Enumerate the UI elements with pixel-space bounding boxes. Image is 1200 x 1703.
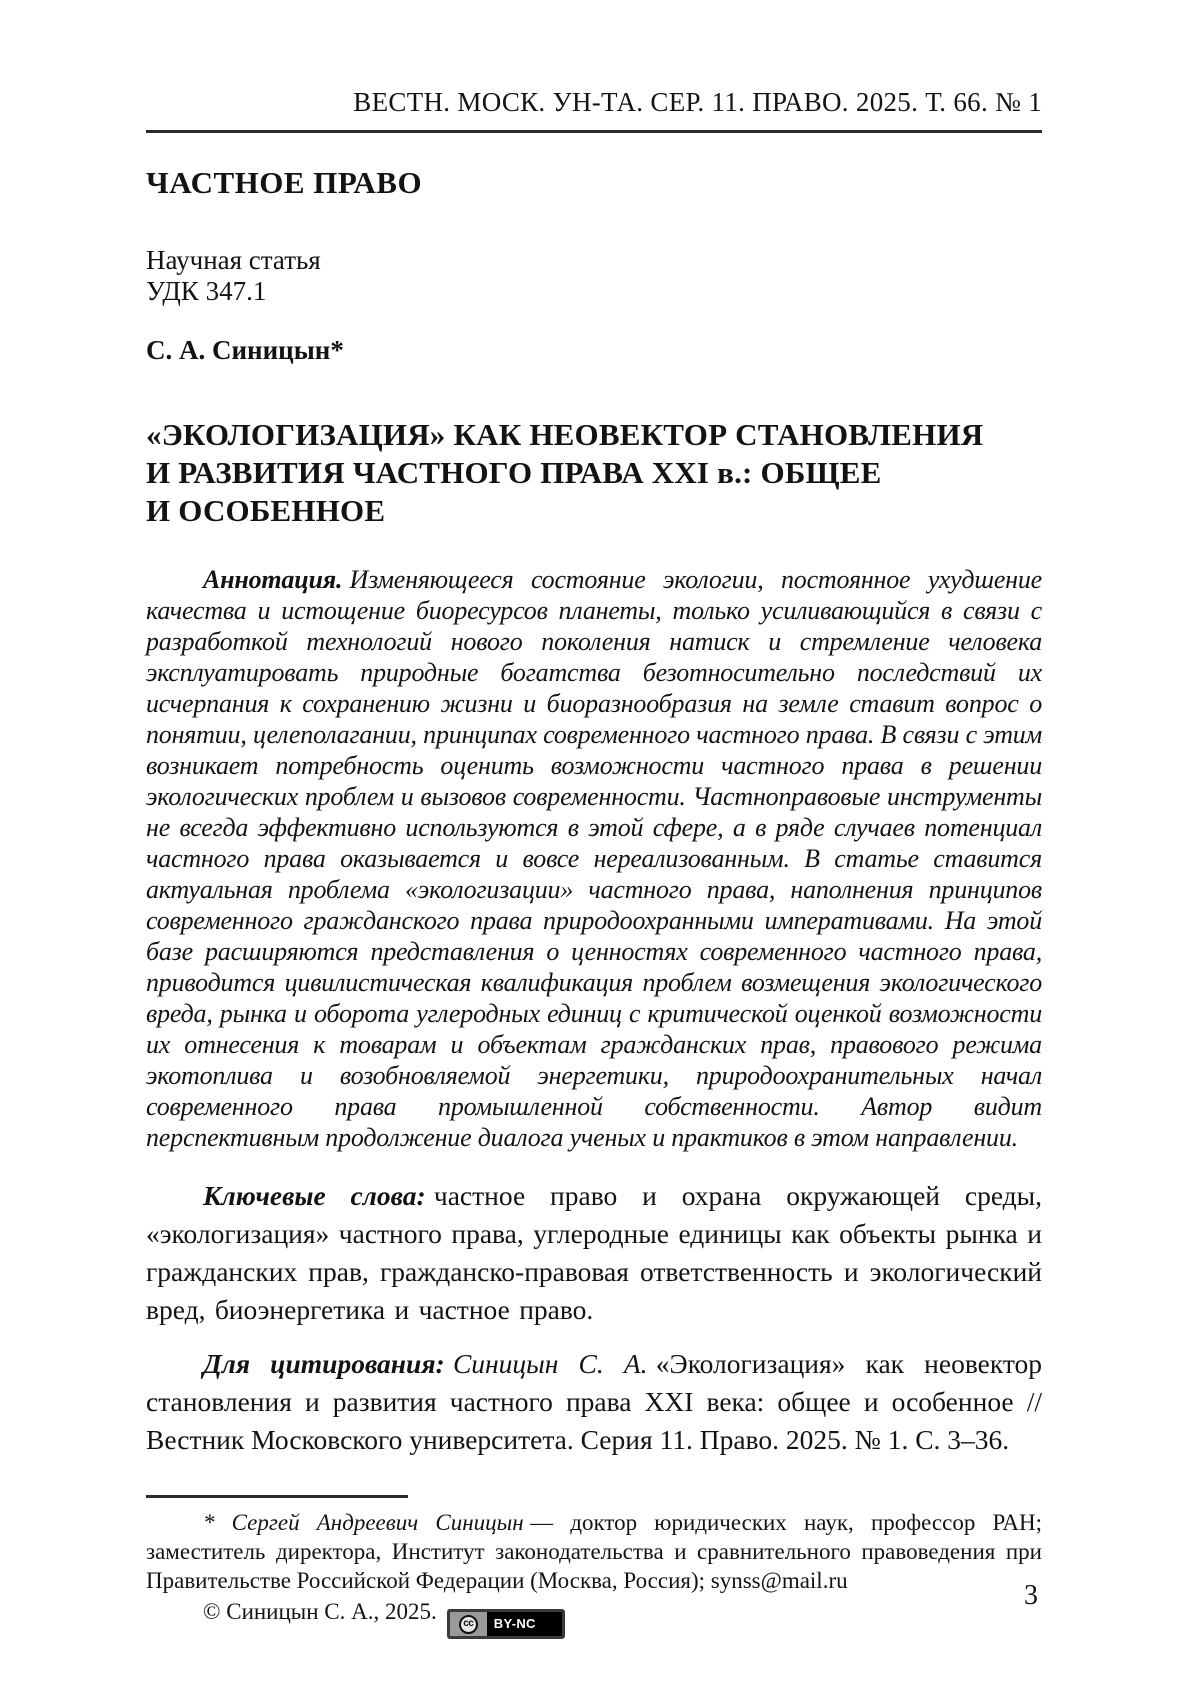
- footnote-paragraph: [146, 1508, 1042, 1595]
- abstract-paragraph: [146, 564, 1042, 1153]
- citation-paragraph: [146, 1345, 1042, 1459]
- header-rule: [146, 130, 1042, 133]
- running-head: ВЕСТН. МОСК. УН-ТА. СЕР. 11. ПРАВО. 2025. Т. 66. № 1: [353, 87, 1042, 117]
- keywords-paragraph: [146, 1177, 1042, 1329]
- title-line: «ЭКОЛОГИЗАЦИЯ» КАК НЕОВЕКТОР СТАНОВЛЕНИЯ: [146, 417, 984, 452]
- copyright-text: © Синицын С. А., 2025.: [203, 1599, 437, 1624]
- cc-license-label: BY-NC: [493, 1616, 536, 1631]
- footnote-author: * Сергей Андреевич Синицын: [203, 1510, 524, 1535]
- cc-by-nc-badge: [447, 1609, 565, 1639]
- section-heading: ЧАСТНОЕ ПРАВО: [146, 165, 423, 200]
- abstract-text: Изменяющееся состояние экологии, постоянное ухудшение качества и истощение биоресурсов планеты, только усиливающийся в связи с разработкой технологий нового поколения натиск и стремление человека эксплуатировать природные богатства безотносительно последствий их исчерпания к сохранению жизни и биоразнообразия на земле ставит вопрос о понятии, целеполагании, принципах современного частного права. В связи с этим возникает потребность оценить возможности частного права в решении экологических проблем и вызовов современности. Частноправовые инструменты не всегда эффективно используются в этой сфере, а в ряде случаев потенциал частного права оказывается и вовсе нереализованным. В статье ставится актуальная проблема «экологизации» частного права, наполнения принципов современного гражданского права природоохранными императивами. На этой базе расширяются представления о ценностях современного частного права, приводится цивилистическая квалификация проблем возмещения экологического вреда, рынка и оборота углеродных единиц с критической оценкой возможности их отнесения к товарам и объектам гражданских прав, правового режима экотоплива и возобновляемой энергетики, природоохранительных начал современного права промышленной собственности. Автор видит перспективным продолжение диалога ученых и практиков в этом направлении.: [146, 565, 1042, 1152]
- citation-label: Для цитирования:: [203, 1348, 445, 1379]
- copyright-line: [146, 1597, 1042, 1639]
- title-line: И ОСОБЕННОЕ: [146, 493, 386, 528]
- udc-code: УДК 347.1: [146, 276, 267, 306]
- citation-author: Синицын С. А.: [452, 1348, 648, 1379]
- cc-icon: [450, 1612, 487, 1636]
- article-type: Научная статья: [146, 245, 321, 275]
- page-content: [0, 86, 1200, 1639]
- keywords-label: Ключевые слова:: [203, 1180, 426, 1211]
- article-meta: [146, 245, 1042, 307]
- cc-circle-glyph: cc: [459, 1615, 478, 1634]
- keywords-text: частное право и охрана окружающей среды, «экологизация» частного права, углеродные единицы как объекты рынка и гражданских прав, гражданско-правовая ответственность и экологический вред, биоэнергетика и частное право.: [146, 1180, 1043, 1325]
- article-title: [146, 416, 1042, 530]
- footnote-rule: [146, 1495, 408, 1498]
- author-name: С. А. Синицын*: [146, 335, 344, 365]
- footnote-text: — доктор юридических наук, профессор РАН; заместитель директора, Институт законодательства и сравнительного правоведения при Правительстве Российской Федерации (Москва, Россия); synss@mail.ru: [146, 1510, 1042, 1593]
- footnote-block: [146, 1495, 1042, 1639]
- title-line: И РАЗВИТИЯ ЧАСТНОГО ПРАВА XXI в.: ОБЩЕЕ: [146, 455, 882, 490]
- page-number: 3: [1024, 1580, 1038, 1611]
- abstract-label: Аннотация.: [203, 565, 343, 594]
- citation-text: «Экологизация» как неовектор становления и развития частного права XXI века: общее и особенное // Вестник Московского университета. Серия 11. Право. 2025. № 1. С. 3–36.: [146, 1348, 1042, 1455]
